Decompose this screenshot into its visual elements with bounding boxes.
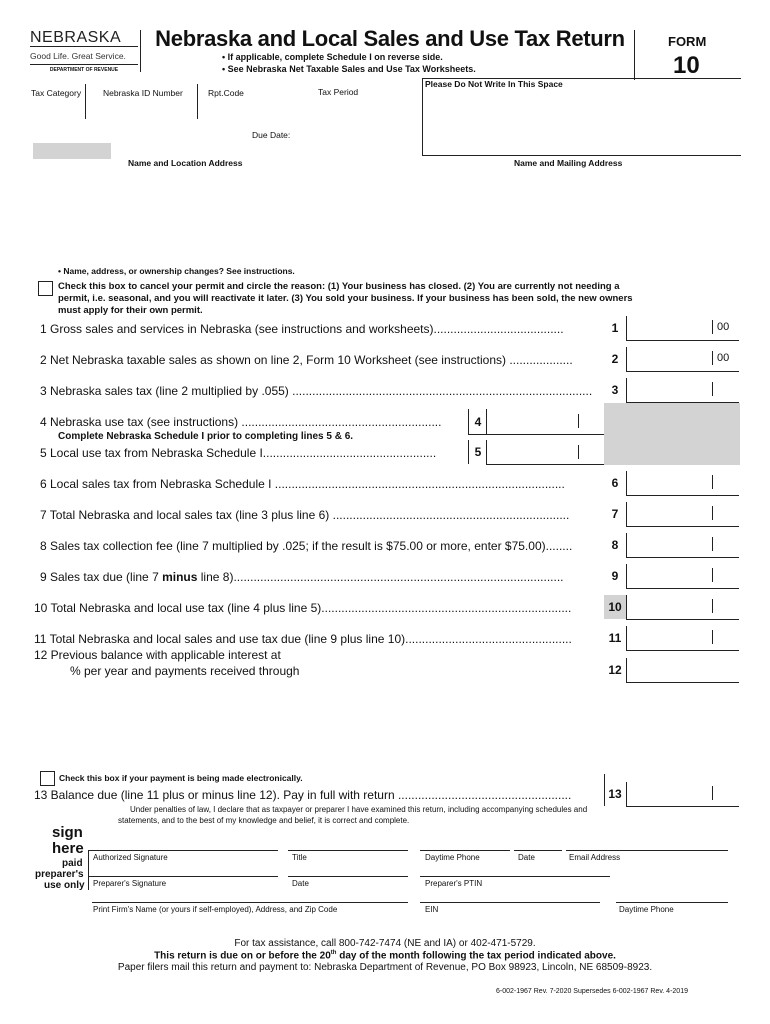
name-location-label: Name and Location Address xyxy=(128,158,243,168)
ptin-line[interactable] xyxy=(420,876,610,877)
paid-label: paid xyxy=(62,858,83,869)
cents-divider xyxy=(712,786,713,800)
title-line[interactable] xyxy=(288,850,408,851)
date-label: Date xyxy=(518,853,535,862)
line-8-amount[interactable] xyxy=(626,533,739,558)
firm-name-line[interactable] xyxy=(92,902,408,903)
line-number: 7 xyxy=(604,502,627,526)
line-5-amount[interactable] xyxy=(486,440,605,465)
office-use-label: Please Do Not Write In This Space xyxy=(425,79,563,89)
cents-divider xyxy=(712,537,713,551)
preparers-label: preparer's xyxy=(35,869,84,880)
shaded-field xyxy=(33,143,111,159)
firm-name-label: Print Firm's Name (or yours if self-employed), Address, and Zip Code xyxy=(93,905,338,914)
ptin-label: Preparer's PTIN xyxy=(425,879,483,888)
logo-department: DEPARTMENT OF REVENUE xyxy=(30,64,138,73)
line-5-text: 5 Local use tax from Nebraska Schedule I.................................................... xyxy=(40,446,437,460)
cents-divider xyxy=(712,630,713,644)
declaration-line-2: statements, and to the best of my knowledge and belief, it is correct and complete. xyxy=(118,816,410,825)
line-2-amount[interactable] xyxy=(626,347,739,372)
footer-due-sup: th xyxy=(330,950,337,956)
preparer-date-label: Date xyxy=(292,879,309,888)
daytime-phone-label: Daytime Phone xyxy=(425,853,480,862)
line-3-amount[interactable] xyxy=(626,378,739,403)
tax-period-label: Tax Period xyxy=(318,87,359,97)
tax-category-label: Tax Category xyxy=(31,88,82,98)
use-only-label: use only xyxy=(44,880,85,891)
email-line[interactable] xyxy=(566,850,728,851)
name-mailing-label: Name and Mailing Address xyxy=(514,158,623,168)
form-title: Nebraska and Local Sales and Use Tax Return xyxy=(155,26,625,51)
nebraska-logo xyxy=(30,30,138,73)
cents-divider xyxy=(578,445,579,459)
cents-divider xyxy=(712,320,713,334)
cancel-text-1: Check this box to cancel your permit and circle the reason: (1) Your business has closed. (2) You are currently not needing a xyxy=(58,281,620,292)
cents-divider xyxy=(712,382,713,396)
due-date-label: Due Date: xyxy=(252,130,291,140)
line-number: 9 xyxy=(604,564,627,588)
cancel-text-2: permit, i.e. seasonal, and you will reactivate it later. (3) You sold your business. If your business has been sold, the new owners xyxy=(58,293,633,304)
sign-label: sign xyxy=(52,824,83,841)
signature-bracket xyxy=(88,850,89,890)
line-1-text: 1 Gross sales and services in Nebraska (see instructions and worksheets)....................................... xyxy=(40,322,564,336)
declaration-line-1: Under penalties of law, I declare that as taxpayer or preparer I have examined this return, including accompanying schedules and xyxy=(130,805,588,814)
footer-due-post: day of the month following the tax period indicated above. xyxy=(336,950,616,962)
cents-value: 00 xyxy=(717,352,730,364)
line-number: 8 xyxy=(604,533,627,557)
daytime-phone-line[interactable] xyxy=(420,850,510,851)
logo-name: NEBRASKA xyxy=(30,30,138,47)
header-bullet-2: • See Nebraska Net Taxable Sales and Use Tax Worksheets. xyxy=(222,64,476,74)
cancel-text-3: must apply for their own permit. xyxy=(58,305,203,316)
preparer-signature-label: Preparer's Signature xyxy=(93,879,167,888)
line-13-amount[interactable] xyxy=(626,782,739,807)
line-10-text: 10 Total Nebraska and local use tax (line 4 plus line 5)........................................................................... xyxy=(34,601,572,615)
title-label: Title xyxy=(292,853,307,862)
line-number: 10 xyxy=(604,595,627,619)
line-number: 2 xyxy=(604,347,627,371)
changes-note: • Name, address, or ownership changes? See instructions. xyxy=(58,266,295,276)
footer-due-pre: This return is due on or before the 20 xyxy=(154,950,331,962)
line-4-note: Complete Nebraska Schedule I prior to completing lines 5 & 6. xyxy=(58,431,354,442)
line-7-text: 7 Total Nebraska and local sales tax (line 3 plus line 6) ....................................................................... xyxy=(40,508,570,522)
authorized-signature-line[interactable] xyxy=(88,850,278,851)
line-12-text-b: % per year and payments received through xyxy=(70,664,300,678)
line-13-divider xyxy=(604,774,605,806)
cancel-permit-checkbox[interactable] xyxy=(38,281,53,296)
line-number: 1 xyxy=(604,316,627,340)
line-number: 3 xyxy=(604,378,627,402)
logo-tagline: Good Life. Great Service. xyxy=(30,51,126,61)
line-11-amount[interactable] xyxy=(626,626,739,651)
line-2-text: 2 Net Nebraska taxable sales as shown on line 2, Form 10 Worksheet (see instructions) ................... xyxy=(40,353,573,367)
preparer-phone-line[interactable] xyxy=(616,902,728,903)
line-number: 6 xyxy=(604,471,627,495)
line-8-text: 8 Sales tax collection fee (line 7 multiplied by .025; if the result is $75.00 or more, enter $75.00)........ xyxy=(40,539,573,553)
line-9-amount[interactable] xyxy=(626,564,739,589)
line-1-amount[interactable] xyxy=(626,316,739,341)
line-4-text: 4 Nebraska use tax (see instructions) ............................................................ xyxy=(40,415,442,429)
shaded-area xyxy=(604,403,740,465)
authorized-signature-label: Authorized Signature xyxy=(93,853,168,862)
line-number: 5 xyxy=(468,440,487,464)
footer-mail: Paper filers mail this return and payment to: Nebraska Department of Revenue, PO Box 98923, Lincoln, NE 68509-8923. xyxy=(117,962,653,973)
nebraska-id-label: Nebraska ID Number xyxy=(103,88,183,98)
header-bullet-1: • If applicable, complete Schedule I on reverse side. xyxy=(222,52,443,62)
line-12-text-a: 12 Previous balance with applicable interest at xyxy=(34,648,281,662)
header-divider-left xyxy=(140,30,141,72)
field-divider xyxy=(197,84,198,119)
cents-divider xyxy=(712,568,713,582)
line-6-amount[interactable] xyxy=(626,471,739,496)
line-10-amount[interactable] xyxy=(626,595,739,620)
cents-divider xyxy=(712,475,713,489)
preparer-phone-label: Daytime Phone xyxy=(619,905,674,914)
cents-divider xyxy=(578,414,579,428)
form-label: FORM xyxy=(668,34,707,49)
electronic-payment-label: Check this box if your payment is being made electronically. xyxy=(59,773,303,783)
ein-label: EIN xyxy=(425,905,439,914)
line-9-text-post: line 8)................................................................................................... xyxy=(197,570,564,584)
line-number: 11 xyxy=(604,626,627,650)
line-11-text: 11 Total Nebraska and local sales and use tax due (line 9 plus line 10).................................................. xyxy=(34,632,572,646)
form-number: 10 xyxy=(673,52,700,79)
footer-assistance: For tax assistance, call 800-742-7474 (NE and IA) or 402-471-5729. xyxy=(234,938,536,949)
preparer-date-line[interactable] xyxy=(288,876,408,877)
line-12-amount[interactable] xyxy=(626,658,739,683)
here-label: here xyxy=(52,840,84,857)
line-9-text xyxy=(40,570,564,584)
header-divider-right xyxy=(634,30,635,80)
rpt-code-label: Rpt.Code xyxy=(208,88,244,98)
ein-line[interactable] xyxy=(420,902,600,903)
cents-divider xyxy=(712,351,713,365)
line-number: 12 xyxy=(604,658,627,682)
cents-value: 00 xyxy=(717,321,730,333)
line-9-text-pre: 9 Sales tax due (line 7 xyxy=(40,570,163,584)
line-number: 13 xyxy=(604,782,627,806)
line-4-amount[interactable] xyxy=(486,409,605,435)
line-3-text: 3 Nebraska sales tax (line 2 multiplied by .055) .......................................................................................... xyxy=(40,384,593,398)
electronic-payment-checkbox[interactable] xyxy=(40,771,55,786)
field-divider xyxy=(85,84,86,119)
email-label: Email Address xyxy=(569,853,621,862)
line-9-text-minus: minus xyxy=(162,570,198,584)
date-line[interactable] xyxy=(514,850,562,851)
office-use-box xyxy=(422,78,741,156)
cents-divider xyxy=(712,506,713,520)
preparer-signature-line[interactable] xyxy=(88,876,278,877)
line-7-amount[interactable] xyxy=(626,502,739,527)
form-revision: 6-002-1967 Rev. 7-2020 Supersedes 6-002-1967 Rev. 4-2019 xyxy=(496,988,688,995)
line-number: 4 xyxy=(468,409,487,435)
line-13-text: 13 Balance due (line 11 plus or minus line 12). Pay in full with return .................................................... xyxy=(34,788,572,802)
line-6-text: 6 Local sales tax from Nebraska Schedule I ....................................................................................... xyxy=(40,477,565,491)
cents-divider xyxy=(712,599,713,613)
footer-due xyxy=(0,950,770,961)
